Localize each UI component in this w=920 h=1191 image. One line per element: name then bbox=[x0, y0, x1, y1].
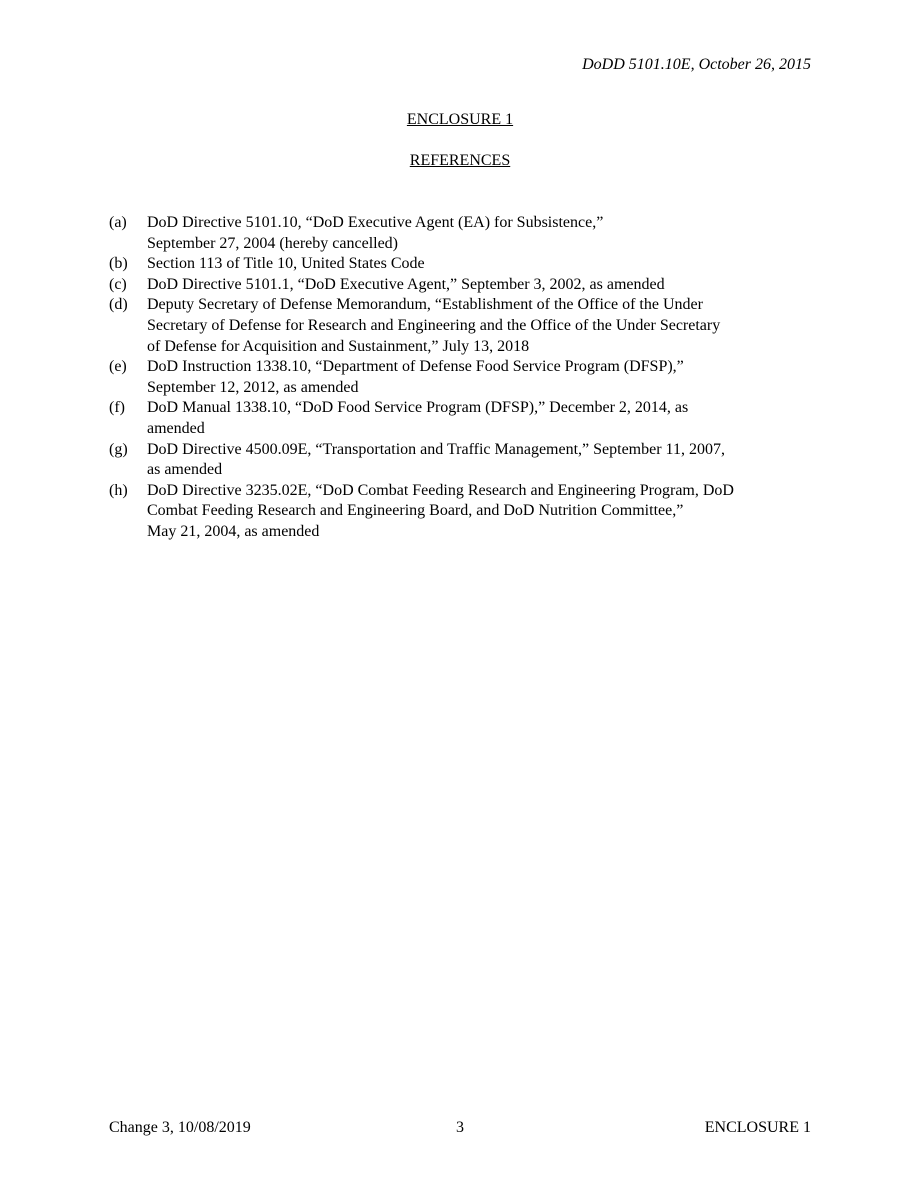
reference-text bbox=[147, 357, 814, 398]
reference-label: (c) bbox=[109, 275, 127, 293]
footer-section: ENCLOSURE 1 bbox=[704, 1119, 811, 1136]
reference-line: DoD Directive 3235.02E, “DoD Combat Feeding Research and Engineering Program, DoD bbox=[147, 481, 734, 499]
reference-item bbox=[109, 275, 814, 296]
reference-line: DoD Instruction 1338.10, “Department of Defense Food Service Program (DFSP),” bbox=[147, 358, 684, 376]
reference-item bbox=[109, 398, 814, 439]
reference-text bbox=[147, 440, 814, 481]
reference-line: Section 113 of Title 10, United States Code bbox=[147, 255, 425, 273]
footer-change: Change 3, 10/08/2019 bbox=[109, 1119, 251, 1136]
reference-item bbox=[109, 295, 814, 357]
reference-item bbox=[109, 213, 814, 254]
reference-item bbox=[109, 357, 814, 398]
reference-line: September 12, 2012, as amended bbox=[147, 378, 359, 396]
reference-text bbox=[147, 213, 814, 254]
references-list bbox=[109, 213, 814, 543]
reference-text bbox=[147, 275, 814, 296]
reference-label: (b) bbox=[109, 255, 128, 273]
references-title: REFERENCES bbox=[409, 152, 511, 169]
reference-line: DoD Manual 1338.10, “DoD Food Service Program (DFSP),” December 2, 2014, as bbox=[147, 399, 689, 417]
reference-item bbox=[109, 481, 814, 543]
reference-label: (f) bbox=[109, 399, 125, 417]
reference-label: (a) bbox=[109, 214, 127, 231]
reference-text bbox=[147, 295, 814, 357]
reference-line: May 21, 2004, as amended bbox=[147, 522, 320, 540]
reference-line: DoD Directive 4500.09E, “Transportation and Traffic Management,” September 11, 2007, bbox=[147, 440, 725, 458]
reference-line: Secretary of Defense for Research and Engineering and the Office of the Under Secretary bbox=[147, 316, 721, 334]
footer-page-number: 3 bbox=[456, 1119, 464, 1136]
reference-item bbox=[109, 254, 814, 275]
reference-line: of Defense for Acquisition and Sustainment,” July 13, 2018 bbox=[147, 337, 530, 355]
reference-item bbox=[109, 440, 814, 481]
reference-line: Combat Feeding Research and Engineering Board, and DoD Nutrition Committee,” bbox=[147, 502, 684, 520]
reference-line: September 27, 2004 (hereby cancelled) bbox=[147, 234, 399, 252]
enclosure-title: ENCLOSURE 1 bbox=[406, 111, 514, 128]
reference-label: (h) bbox=[109, 481, 128, 499]
reference-label: (g) bbox=[109, 440, 128, 458]
reference-line: Deputy Secretary of Defense Memorandum, “Establishment of the Office of the Under bbox=[147, 296, 703, 314]
reference-text bbox=[147, 481, 814, 543]
document-id-date: DoDD 5101.10E, October 26, 2015 bbox=[582, 56, 811, 73]
reference-line: DoD Directive 5101.10, “DoD Executive Agent (EA) for Subsistence,” bbox=[147, 214, 604, 231]
reference-line: as amended bbox=[147, 461, 223, 479]
reference-label: (d) bbox=[109, 296, 128, 314]
reference-line: amended bbox=[147, 419, 205, 437]
reference-text bbox=[147, 254, 814, 275]
reference-line: DoD Directive 5101.1, “DoD Executive Agent,” September 3, 2002, as amended bbox=[147, 275, 665, 293]
reference-label: (e) bbox=[109, 358, 127, 376]
reference-text bbox=[147, 398, 814, 439]
